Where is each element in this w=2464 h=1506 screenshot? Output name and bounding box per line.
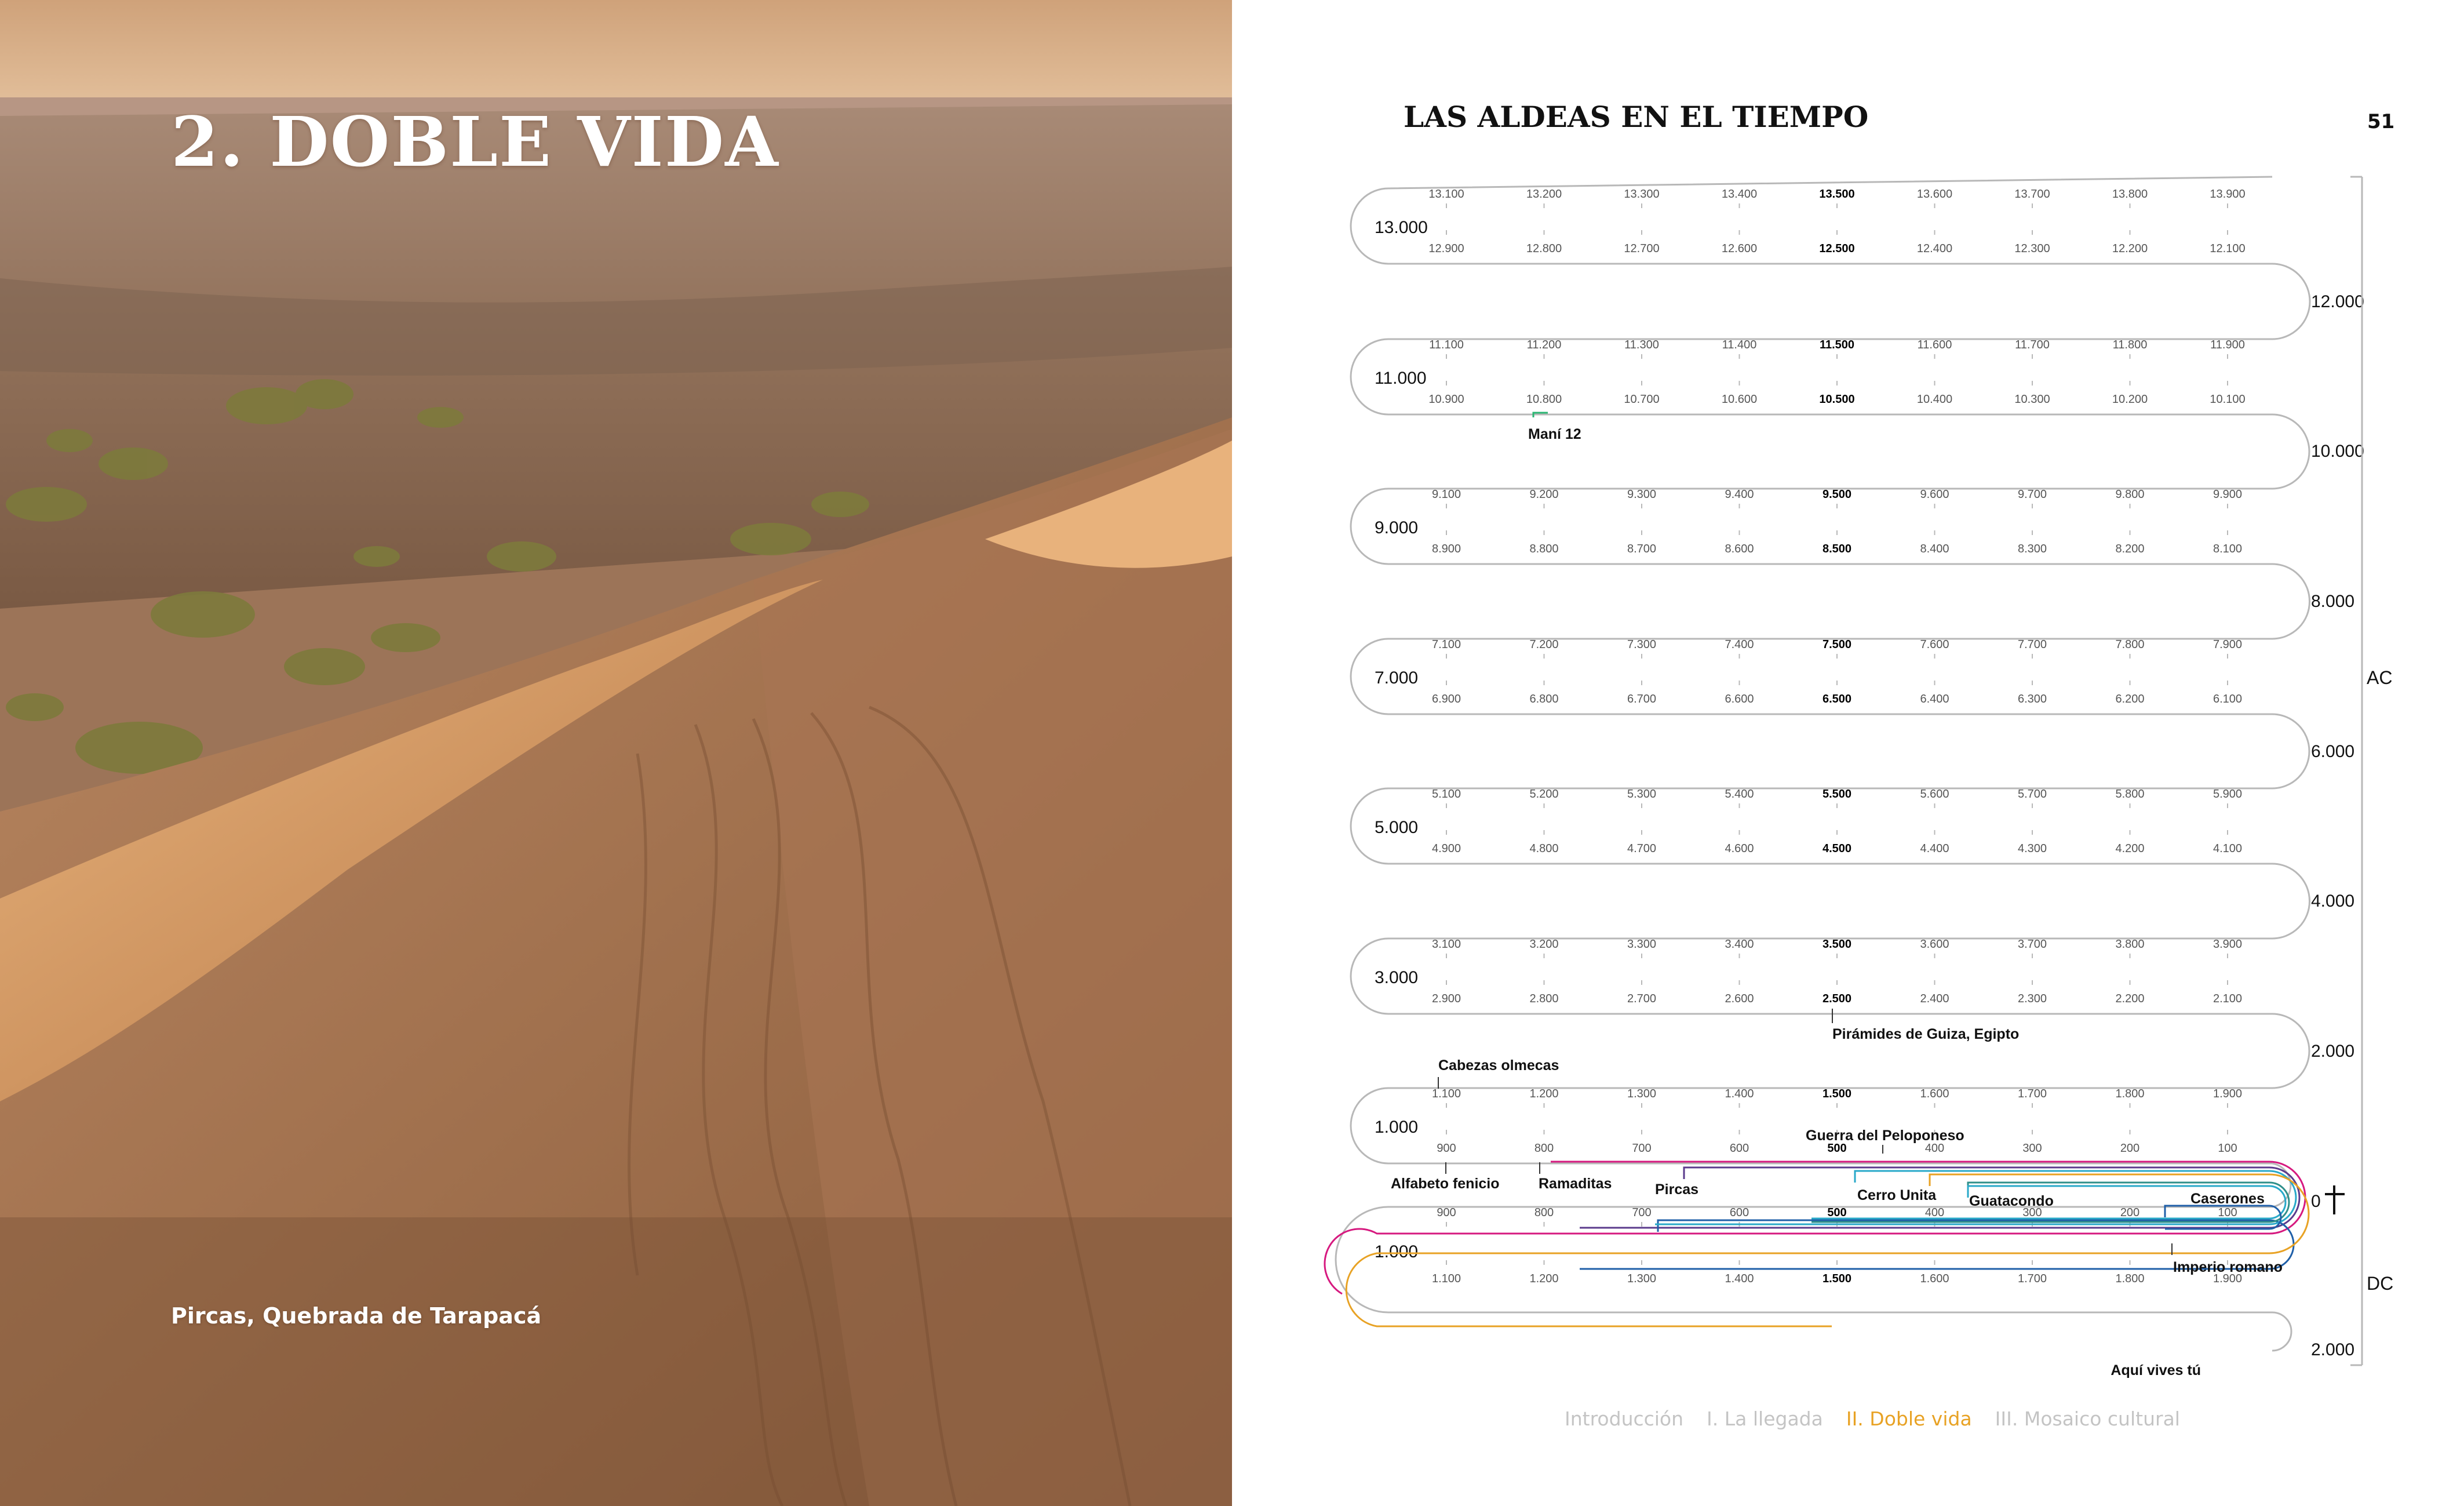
tick-label: 400 (1924, 1142, 1945, 1155)
bc-row-label-2: 9.000 (1375, 518, 1419, 537)
bc-row-label-5: 3.000 (1375, 968, 1419, 987)
tick-label: 3.200 (1529, 938, 1559, 951)
tick-label: 9.700 (2017, 488, 2047, 501)
tick-label: 5.700 (2017, 788, 2047, 801)
tick-label: 4.100 (2213, 842, 2243, 855)
event-label: Cabezas olmecas (1438, 1057, 1559, 1074)
tick-label: 8.100 (2213, 543, 2243, 555)
tick-label: 3.100 (1431, 938, 1461, 951)
tick-label: 6.100 (2213, 693, 2243, 705)
tick-label: 9.400 (1725, 488, 1754, 501)
tick-label: 300 (2022, 1206, 2042, 1219)
tick-label: 8.600 (1725, 543, 1754, 555)
tick-label: 6.600 (1725, 693, 1754, 705)
tick-label: 10.500 (1819, 393, 1855, 406)
tick-label: 1.600 (1920, 1272, 1949, 1285)
tick-label: 11.100 (1429, 339, 1464, 351)
tick-label: 5.900 (2213, 788, 2243, 801)
tick-label: 13.400 (1721, 188, 1758, 201)
tick-label: 2.300 (2017, 992, 2047, 1005)
bc-right-label: 10.000 (2311, 442, 2364, 461)
tick-label: 1.900 (2213, 1087, 2243, 1100)
tick-label: 6.300 (2017, 693, 2047, 705)
tick-label: 2.500 (1822, 992, 1852, 1005)
tick-label: 1.800 (2115, 1087, 2145, 1100)
tick-label: 6.400 (1920, 693, 1949, 705)
tick-label: 6.900 (1431, 693, 1461, 705)
tick-label: 800 (1534, 1142, 1554, 1155)
tick-label: 5.400 (1725, 788, 1754, 801)
nav-item-introduccion[interactable]: Introducción (1565, 1407, 1684, 1430)
bc-row-label-1: 11.000 (1375, 369, 1427, 388)
event-label: Maní 12 (1528, 426, 1581, 442)
tick-label: 900 (1437, 1142, 1456, 1155)
event-label: Aquí vives tú (2111, 1362, 2201, 1378)
tick-label: 3.700 (2017, 938, 2047, 951)
tick-label: 9.500 (1822, 488, 1852, 501)
tick-label: 1.200 (1529, 1087, 1559, 1100)
tick-label: 3.300 (1627, 938, 1657, 951)
tick-label: 9.100 (1431, 488, 1461, 501)
tick-label: 1.500 (1822, 1087, 1852, 1100)
tick-label: 4.600 (1725, 842, 1754, 855)
tick-label: 4.300 (2017, 842, 2047, 855)
tick-label: 9.900 (2213, 488, 2243, 501)
tick-label: 1.600 (1920, 1087, 1949, 1100)
event-label: Caserones (2190, 1191, 2265, 1207)
tick-label: 11.200 (1526, 339, 1562, 351)
tick-label: 13.800 (2112, 188, 2148, 201)
timeline-diagram (1232, 0, 2464, 1506)
tick-label: 900 (1437, 1206, 1456, 1219)
tick-label: 8.700 (1627, 543, 1657, 555)
tick-label: 9.200 (1529, 488, 1559, 501)
tick-label: 2.800 (1529, 992, 1559, 1005)
tick-label: 6.500 (1822, 693, 1852, 705)
tick-label: 7.100 (1431, 638, 1461, 651)
tick-label: 1.400 (1725, 1272, 1754, 1285)
tick-label: 2.600 (1725, 992, 1754, 1005)
tick-label: 7.400 (1725, 638, 1754, 651)
tick-label: 1.300 (1627, 1272, 1657, 1285)
tick-label: 10.800 (1526, 393, 1562, 406)
tick-label: 10.200 (2112, 393, 2148, 406)
tick-label: 400 (1924, 1206, 1945, 1219)
tick-label: 13.100 (1428, 188, 1464, 201)
bc-right-label: 12.000 (2311, 292, 2364, 311)
event-label: Alfabeto fenicio (1391, 1176, 1500, 1192)
tick-label: 9.800 (2115, 488, 2145, 501)
tick-label: 300 (2022, 1142, 2042, 1155)
tick-label: 13.700 (2014, 188, 2050, 201)
tick-label: 11.900 (2210, 339, 2245, 351)
tick-label: 12.800 (1526, 242, 1562, 255)
tick-label: 10.900 (1428, 393, 1464, 406)
page-title: LAS ALDEAS EN EL TIEMPO (1404, 100, 1869, 134)
event-label: Ramaditas (1539, 1176, 1612, 1192)
tick-label: 12.300 (2014, 242, 2050, 255)
tick-label: 4.700 (1627, 842, 1657, 855)
tick-label: 12.700 (1624, 242, 1660, 255)
tick-label: 200 (2120, 1206, 2140, 1219)
tick-label: 8.400 (1920, 543, 1949, 555)
tick-label: 5.300 (1627, 788, 1657, 801)
tick-label: 2.900 (1431, 992, 1461, 1005)
tick-label: 7.900 (2213, 638, 2243, 651)
tick-label: 10.700 (1624, 393, 1660, 406)
tick-label: 9.600 (1920, 488, 1949, 501)
tick-label: 8.800 (1529, 543, 1559, 555)
tick-label: 1.300 (1627, 1087, 1657, 1100)
tick-label: 100 (2218, 1206, 2237, 1219)
tick-label: 1.400 (1725, 1087, 1754, 1100)
chapter-title: 2. DOBLE VIDA (171, 101, 779, 182)
tick-label: 12.400 (1916, 242, 1953, 255)
event-label: Pircas (1655, 1181, 1699, 1198)
bc-right-label: 4.000 (2311, 892, 2355, 911)
event-label: Cerro Unita (1857, 1187, 1937, 1203)
tick-label: 7.800 (2115, 638, 2145, 651)
tick-label: 7.200 (1529, 638, 1559, 651)
tick-label: 2.700 (1627, 992, 1657, 1005)
tick-label: 7.500 (1822, 638, 1852, 651)
tick-label: 6.800 (1529, 693, 1559, 705)
tick-label: 700 (1632, 1142, 1652, 1155)
tick-label: 1.900 (2213, 1272, 2243, 1285)
bc-right-label: 2.000 (2311, 1042, 2355, 1061)
tick-label: 1.800 (2115, 1272, 2145, 1285)
tick-label: 11.500 (1819, 339, 1855, 351)
tick-label: 12.100 (2210, 242, 2246, 255)
tick-label: 11.800 (2112, 339, 2148, 351)
bc-right-label: 0 (2311, 1192, 2321, 1211)
photo-caption: Pircas, Quebrada de Tarapacá (171, 1303, 542, 1329)
tick-label: 2.400 (1920, 992, 1949, 1005)
nav-item-mosaico-cultural[interactable]: III. Mosaico cultural (1995, 1407, 2180, 1430)
tick-label: 8.500 (1822, 543, 1852, 555)
tick-label: 13.600 (1916, 188, 1953, 201)
bc-row-label-3: 7.000 (1375, 668, 1419, 687)
nav-item-la-llegada[interactable]: I. La llegada (1707, 1407, 1823, 1430)
tick-label: 4.400 (1920, 842, 1949, 855)
event-label: Pirámides de Guiza, Egipto (1832, 1026, 2020, 1042)
tick-label: 11.400 (1722, 339, 1757, 351)
tick-label: 200 (2120, 1142, 2140, 1155)
tick-label: 600 (1729, 1142, 1749, 1155)
tick-label: 800 (1534, 1206, 1554, 1219)
nav-item-doble-vida[interactable]: II. Doble vida (1846, 1407, 1972, 1430)
tick-label: 700 (1632, 1206, 1652, 1219)
tick-label: 5.500 (1822, 788, 1852, 801)
bc-right-label: 8.000 (2311, 592, 2355, 611)
tick-label: 3.400 (1725, 938, 1754, 951)
tick-label: 10.400 (1916, 393, 1953, 406)
culture-span-line (1346, 1174, 2309, 1326)
tick-label: 2.100 (2213, 992, 2243, 1005)
tick-label: 12.200 (2112, 242, 2148, 255)
tick-label: 600 (1729, 1206, 1749, 1219)
tick-label: 9.300 (1627, 488, 1657, 501)
tick-label: 3.600 (1920, 938, 1949, 951)
tick-label: 5.100 (1431, 788, 1461, 801)
tick-label: 3.900 (2213, 938, 2243, 951)
tick-label: 1.200 (1529, 1272, 1559, 1285)
tick-label: 12.600 (1721, 242, 1758, 255)
tick-label: 10.600 (1721, 393, 1758, 406)
tick-label: 13.200 (1526, 188, 1562, 201)
tick-label: 7.600 (1920, 638, 1949, 651)
tick-label: 13.300 (1624, 188, 1660, 201)
tick-label: 11.600 (1917, 339, 1952, 351)
tick-label: 1.100 (1431, 1272, 1461, 1285)
tick-label: 100 (2218, 1142, 2237, 1155)
tick-label: 5.200 (1529, 788, 1559, 801)
tick-label: 1.100 (1431, 1087, 1461, 1100)
event-label: Guatacondo (1969, 1193, 2054, 1209)
page-number: 51 (2367, 110, 2395, 133)
ad-row-label-0: 1.000 (1375, 1242, 1419, 1261)
timeline-track (1351, 177, 2310, 1163)
tick-label: 2.200 (2115, 992, 2145, 1005)
tick-label: 1.500 (1822, 1272, 1852, 1285)
tick-label: 6.700 (1627, 693, 1657, 705)
tick-label: 8.900 (1431, 543, 1461, 555)
tick-label: 4.800 (1529, 842, 1559, 855)
tick-label: 12.900 (1428, 242, 1464, 255)
tick-label: 4.500 (1822, 842, 1852, 855)
tick-label: 11.300 (1624, 339, 1659, 351)
event-label: Guerra del Peloponeso (1806, 1127, 1964, 1144)
bc-row-label-6: 1.000 (1375, 1118, 1419, 1137)
tick-label: 12.500 (1819, 242, 1855, 255)
tick-label: 500 (1827, 1142, 1847, 1155)
tick-label: 13.900 (2210, 188, 2246, 201)
tick-label: 6.200 (2115, 693, 2145, 705)
tick-label: 8.200 (2115, 543, 2145, 555)
tick-label: 3.500 (1822, 938, 1852, 951)
tick-label: 10.300 (2014, 393, 2050, 406)
tick-label: 3.800 (2115, 938, 2145, 951)
tick-label: 11.700 (2015, 339, 2050, 351)
era-label-bc: AC (2367, 667, 2393, 688)
tick-label: 500 (1827, 1206, 1847, 1219)
tick-label: 5.800 (2115, 788, 2145, 801)
tick-label: 4.900 (1431, 842, 1461, 855)
ad-right-label: 2.000 (2311, 1340, 2355, 1359)
bc-right-label: 6.000 (2311, 742, 2355, 761)
tick-label: 8.300 (2017, 543, 2047, 555)
tick-label: 1.700 (2017, 1087, 2047, 1100)
era-label-ad: DC (2367, 1273, 2394, 1294)
tick-label: 7.300 (1627, 638, 1657, 651)
tick-label: 10.100 (2210, 393, 2246, 406)
tick-label: 5.600 (1920, 788, 1949, 801)
bc-row-label-4: 5.000 (1375, 818, 1419, 837)
event-label: Imperio romano (2173, 1259, 2283, 1275)
bc-row-label-0: 13.000 (1375, 218, 1428, 237)
tick-label: 13.500 (1819, 188, 1855, 201)
tick-label: 7.700 (2017, 638, 2047, 651)
tick-label: 1.700 (2017, 1272, 2047, 1285)
chapter-nav (1565, 1407, 2180, 1430)
tick-label: 4.200 (2115, 842, 2145, 855)
